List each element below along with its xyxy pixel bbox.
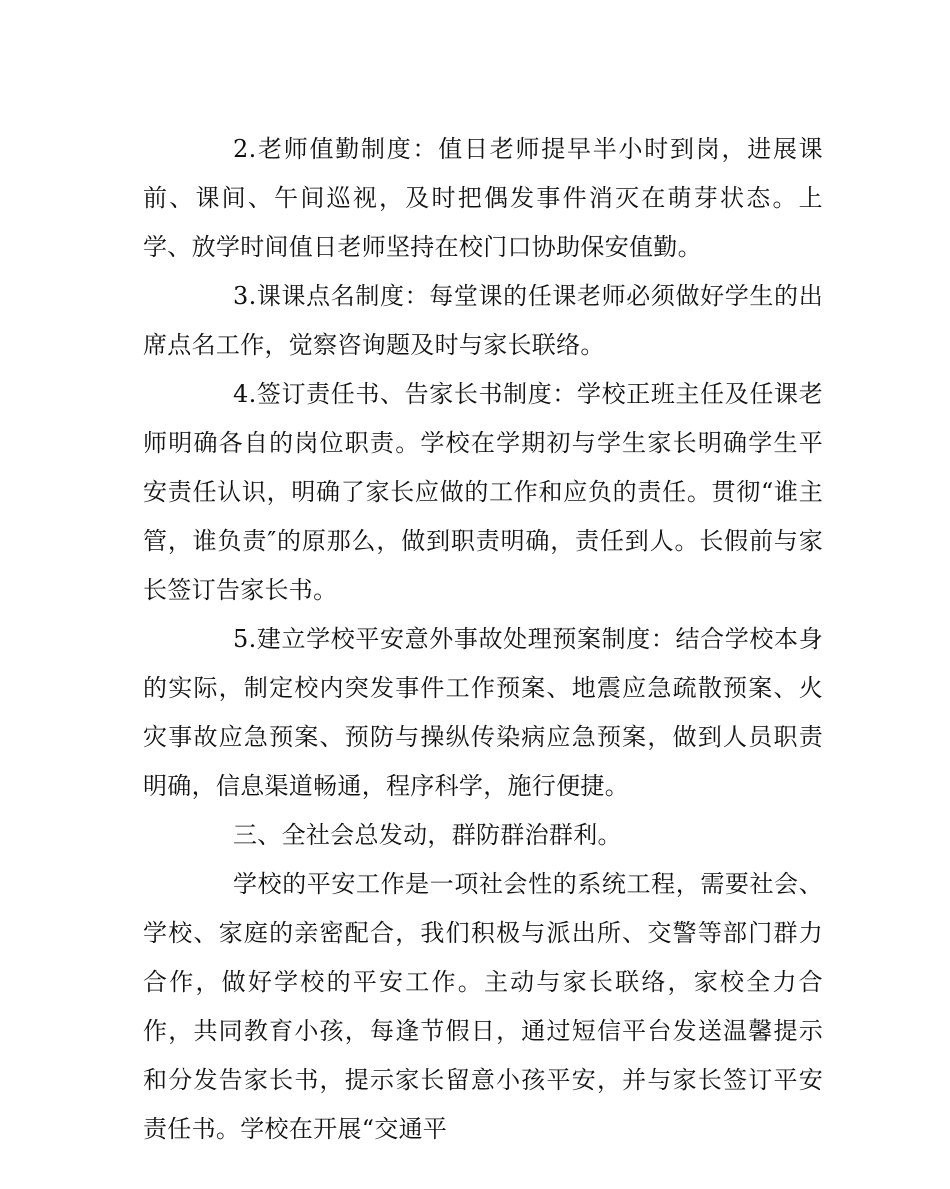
- paragraph-emergency-plan-system: 5.建立学校平安意外事故处理预案制度：结合学校本身的实际，制定校内突发事件工作预案、地震应急疏散预案、火灾事故应急预案、预防与操纵传染病应急预案，做到人员职责明确，信息渠道畅通，程序科学，施行便捷。: [143, 625, 823, 800]
- document-body: [143, 125, 823, 1154]
- paragraph-duty-system: 2.老师值勤制度：值日老师提早半小时到岗，进展课前、课间、午间巡视，及时把偶发事件消灭在萌芽状态。上学、放学时间值日老师坚持在校门口协助保安值勤。: [143, 135, 823, 261]
- section-heading-society-mobilization: 三、全社会总发动，群防群治群利。: [233, 821, 622, 849]
- paragraph-roll-call-system: 3.课课点名制度：每堂课的任课老师必须做好学生的出席点名工作，觉察咨询题及时与家长联络。: [143, 282, 823, 359]
- paragraph-school-safety-cooperation: 学校的平安工作是一项社会性的系统工程，需要社会、学校、家庭的亲密配合，我们积极与派出所、交警等部门群力合作，做好学校的平安工作。主动与家长联络，家校全力合作，共同教育小孩，每逢节假日，通过短信平台发送温馨提示和分发告家长书，提示家长留意小孩平安，并与家长签订平安责任书。学校在开展“交通平: [143, 870, 823, 1143]
- paragraph-responsibility-letter-system: 4.签订责任书、告家长书制度：学校正班主任及任课老师明确各自的岗位职责。学校在学期初与学生家长明确学生平安责任认识，明确了家长应做的工作和应负的责任。贯彻“谁主管，谁负责″的原那么，做到职责明确，责任到人。长假前与家长签订告家长书。: [143, 380, 823, 604]
